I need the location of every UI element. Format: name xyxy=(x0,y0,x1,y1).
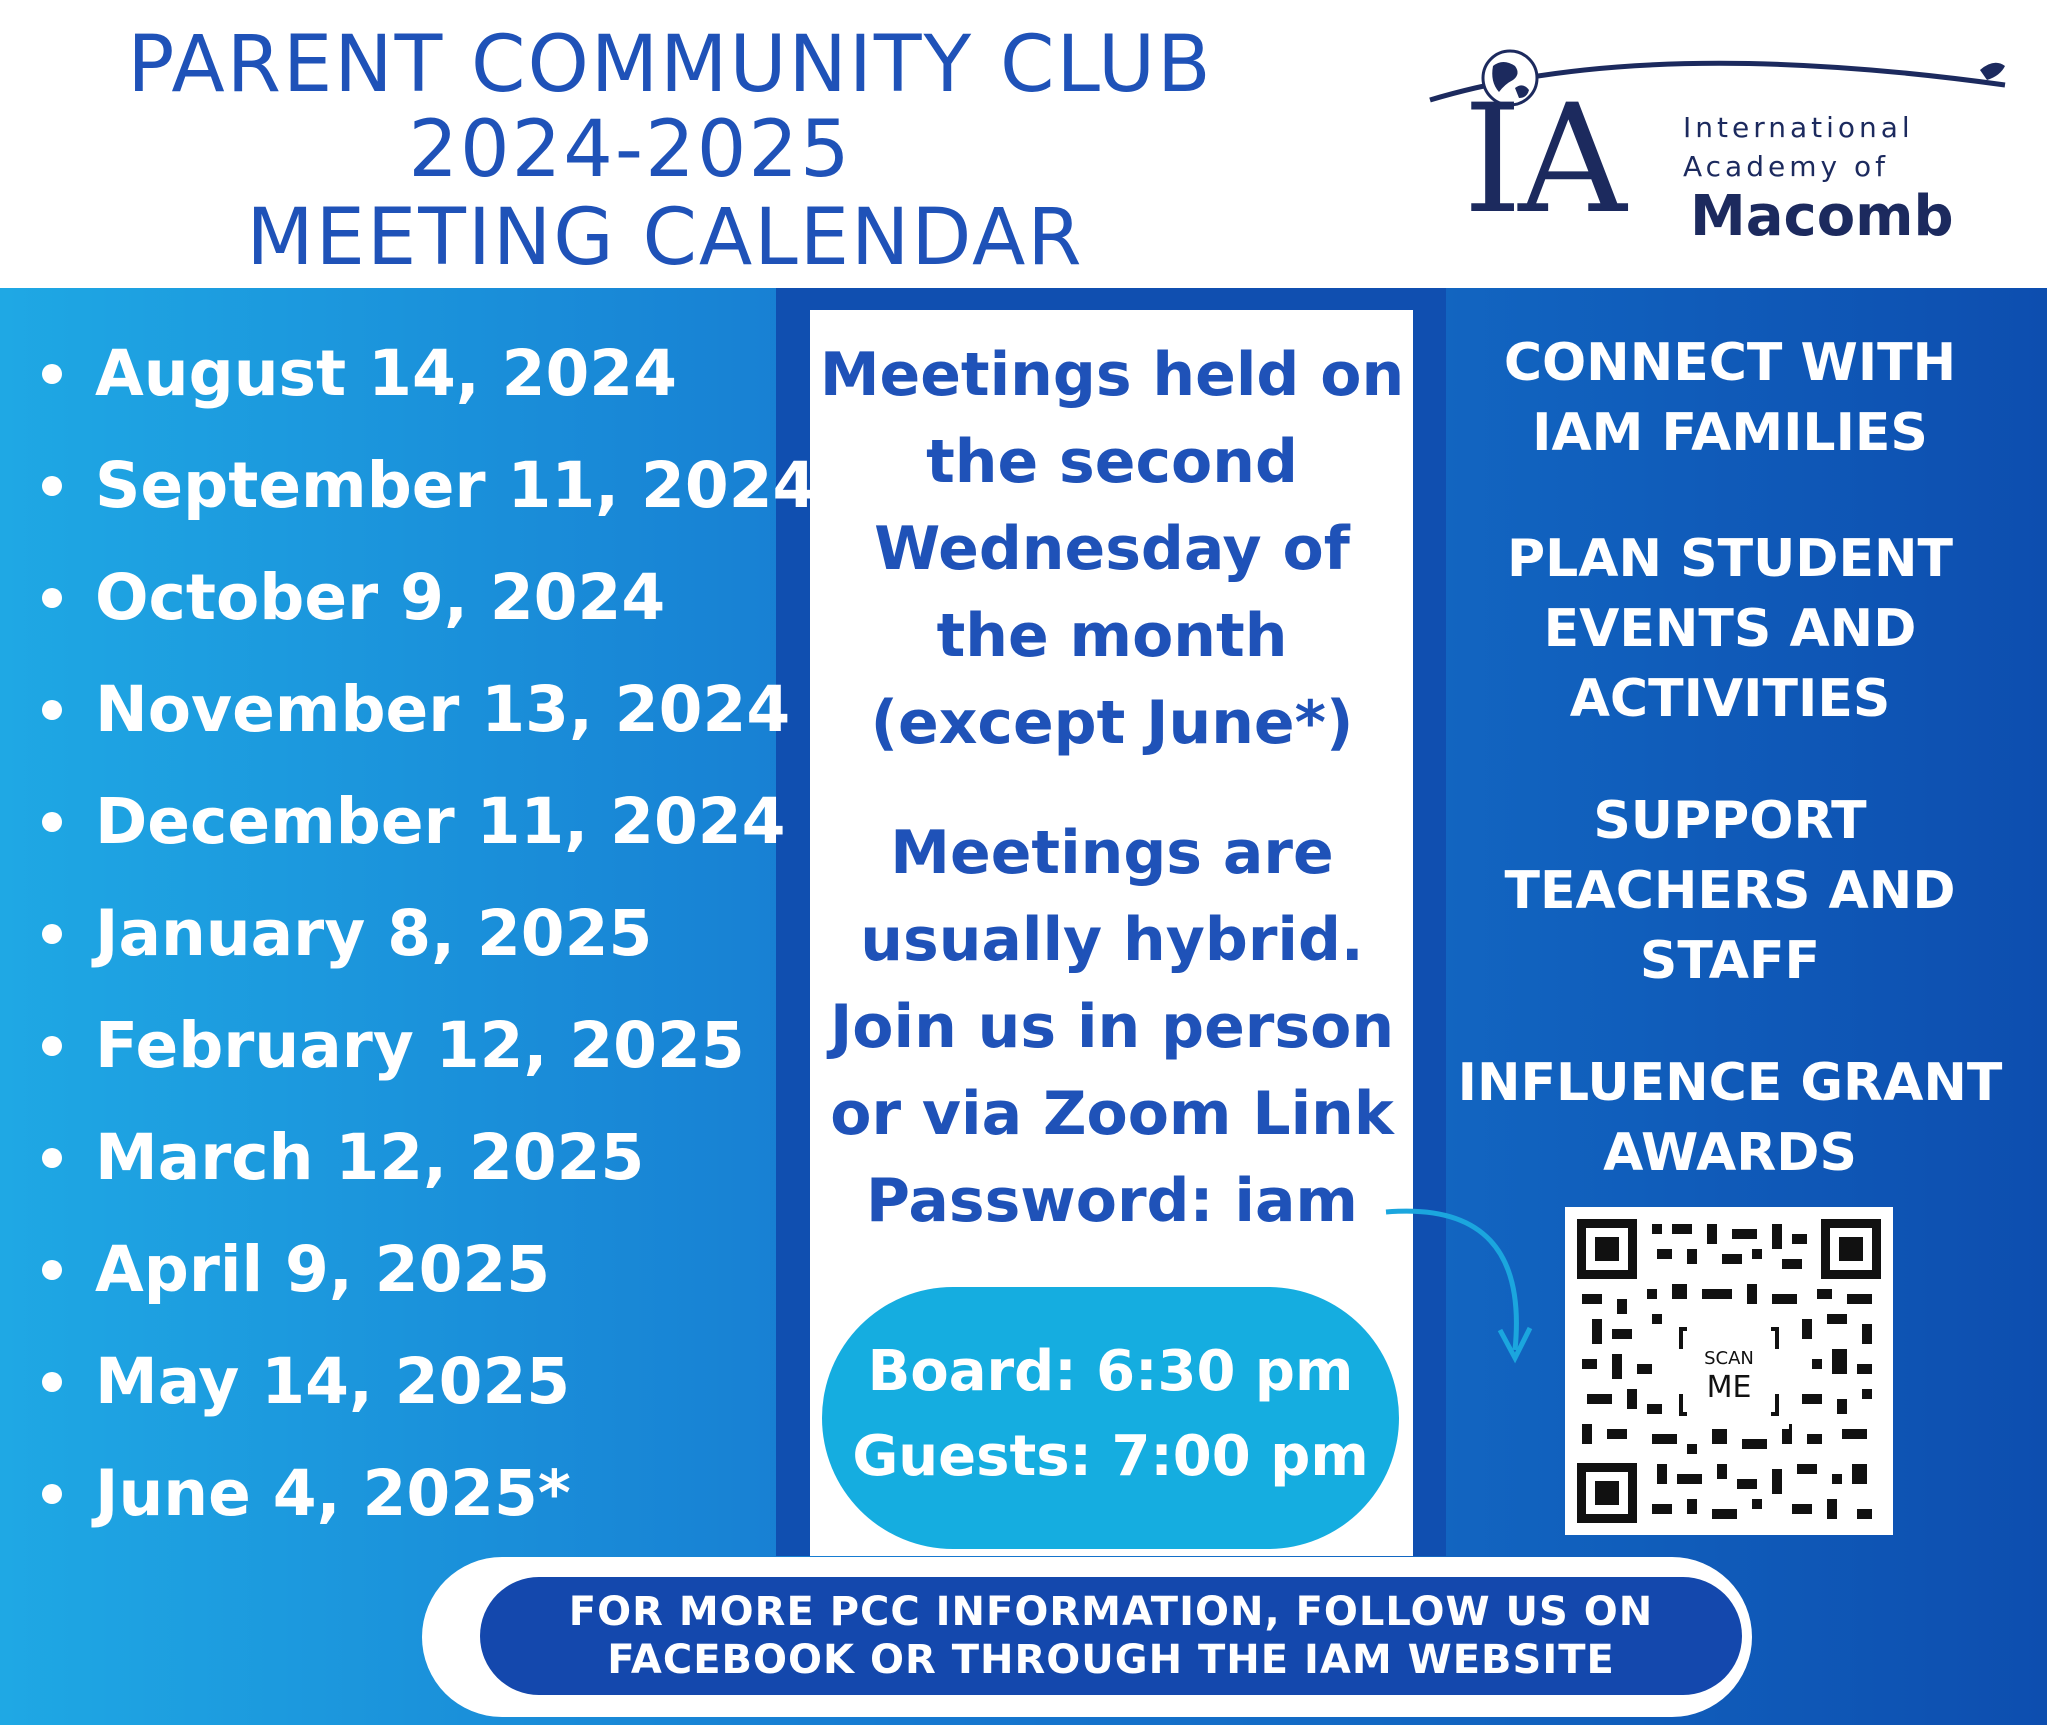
guests-time: Guests: 7:00 pm xyxy=(852,1424,1369,1489)
logo-line-1: International xyxy=(1683,111,1914,144)
bullet-icon xyxy=(42,924,62,944)
date-item: April 9, 2025 xyxy=(40,1214,816,1326)
bullet-icon xyxy=(42,588,62,608)
hybrid-info: Meetings are usually hybrid. Join us in person or via Zoom Link Password: iam xyxy=(829,818,1395,1236)
bullet-icon xyxy=(42,364,62,384)
date-item: December 11, 2024 xyxy=(40,766,816,878)
qr-code[interactable] xyxy=(1565,1207,1893,1535)
meeting-dates-list xyxy=(40,318,816,1550)
schedule-info: Meetings held on the second Wednesday of the month (except June*) xyxy=(819,340,1405,758)
date-item: October 9, 2024 xyxy=(40,542,816,654)
benefit-item: SUPPORT TEACHERS AND STAFF xyxy=(1504,791,1956,991)
title-line-3: MEETING CALENDAR xyxy=(246,193,1084,283)
bullet-icon xyxy=(42,1036,62,1056)
curved-arrow-icon xyxy=(1380,1190,1540,1380)
bullet-icon xyxy=(42,476,62,496)
benefit-item: INFLUENCE GRANT AWARDS xyxy=(1457,1053,2003,1183)
footer-line-1: FOR MORE PCC INFORMATION, FOLLOW US ON xyxy=(568,1589,1654,1635)
me-label: ME xyxy=(1706,1370,1752,1405)
logo-line-2: Academy of xyxy=(1683,150,1889,183)
date-item: February 12, 2025 xyxy=(40,990,816,1102)
logo-line-3: Macomb xyxy=(1690,184,1954,249)
board-time: Board: 6:30 pm xyxy=(867,1339,1354,1404)
bullet-icon xyxy=(42,700,62,720)
date-item: August 14, 2024 xyxy=(40,318,816,430)
bullet-icon xyxy=(42,1484,62,1504)
date-item: June 4, 2025* xyxy=(40,1438,816,1550)
bullet-icon xyxy=(42,1372,62,1392)
title-line-2: 2024-2025 xyxy=(408,105,852,195)
date-item: May 14, 2025 xyxy=(40,1326,816,1438)
date-item: November 13, 2024 xyxy=(40,654,816,766)
footer-line-2: FACEBOOK OR THROUGH THE IAM WEBSITE xyxy=(607,1637,1615,1683)
date-item: March 12, 2025 xyxy=(40,1102,816,1214)
benefit-item: CONNECT WITH IAM FAMILIES xyxy=(1503,333,1957,463)
title-line-1: PARENT COMMUNITY CLUB xyxy=(127,20,1213,110)
date-item: September 11, 2024 xyxy=(40,430,816,542)
bullet-icon xyxy=(42,1260,62,1280)
bullet-icon xyxy=(42,812,62,832)
header xyxy=(0,0,2047,288)
date-item: January 8, 2025 xyxy=(40,878,816,990)
benefit-item: PLAN STUDENT EVENTS AND ACTIVITIES xyxy=(1507,529,1953,729)
meeting-times-pill xyxy=(822,1287,1399,1549)
scan-label: SCAN xyxy=(1704,1348,1754,1369)
footer-banner[interactable] xyxy=(480,1577,1742,1695)
logo-letters: IA xyxy=(1463,73,1623,247)
bullet-icon xyxy=(42,1148,62,1168)
qr-code-icon xyxy=(1577,1219,1881,1523)
school-logo xyxy=(1425,40,2025,265)
